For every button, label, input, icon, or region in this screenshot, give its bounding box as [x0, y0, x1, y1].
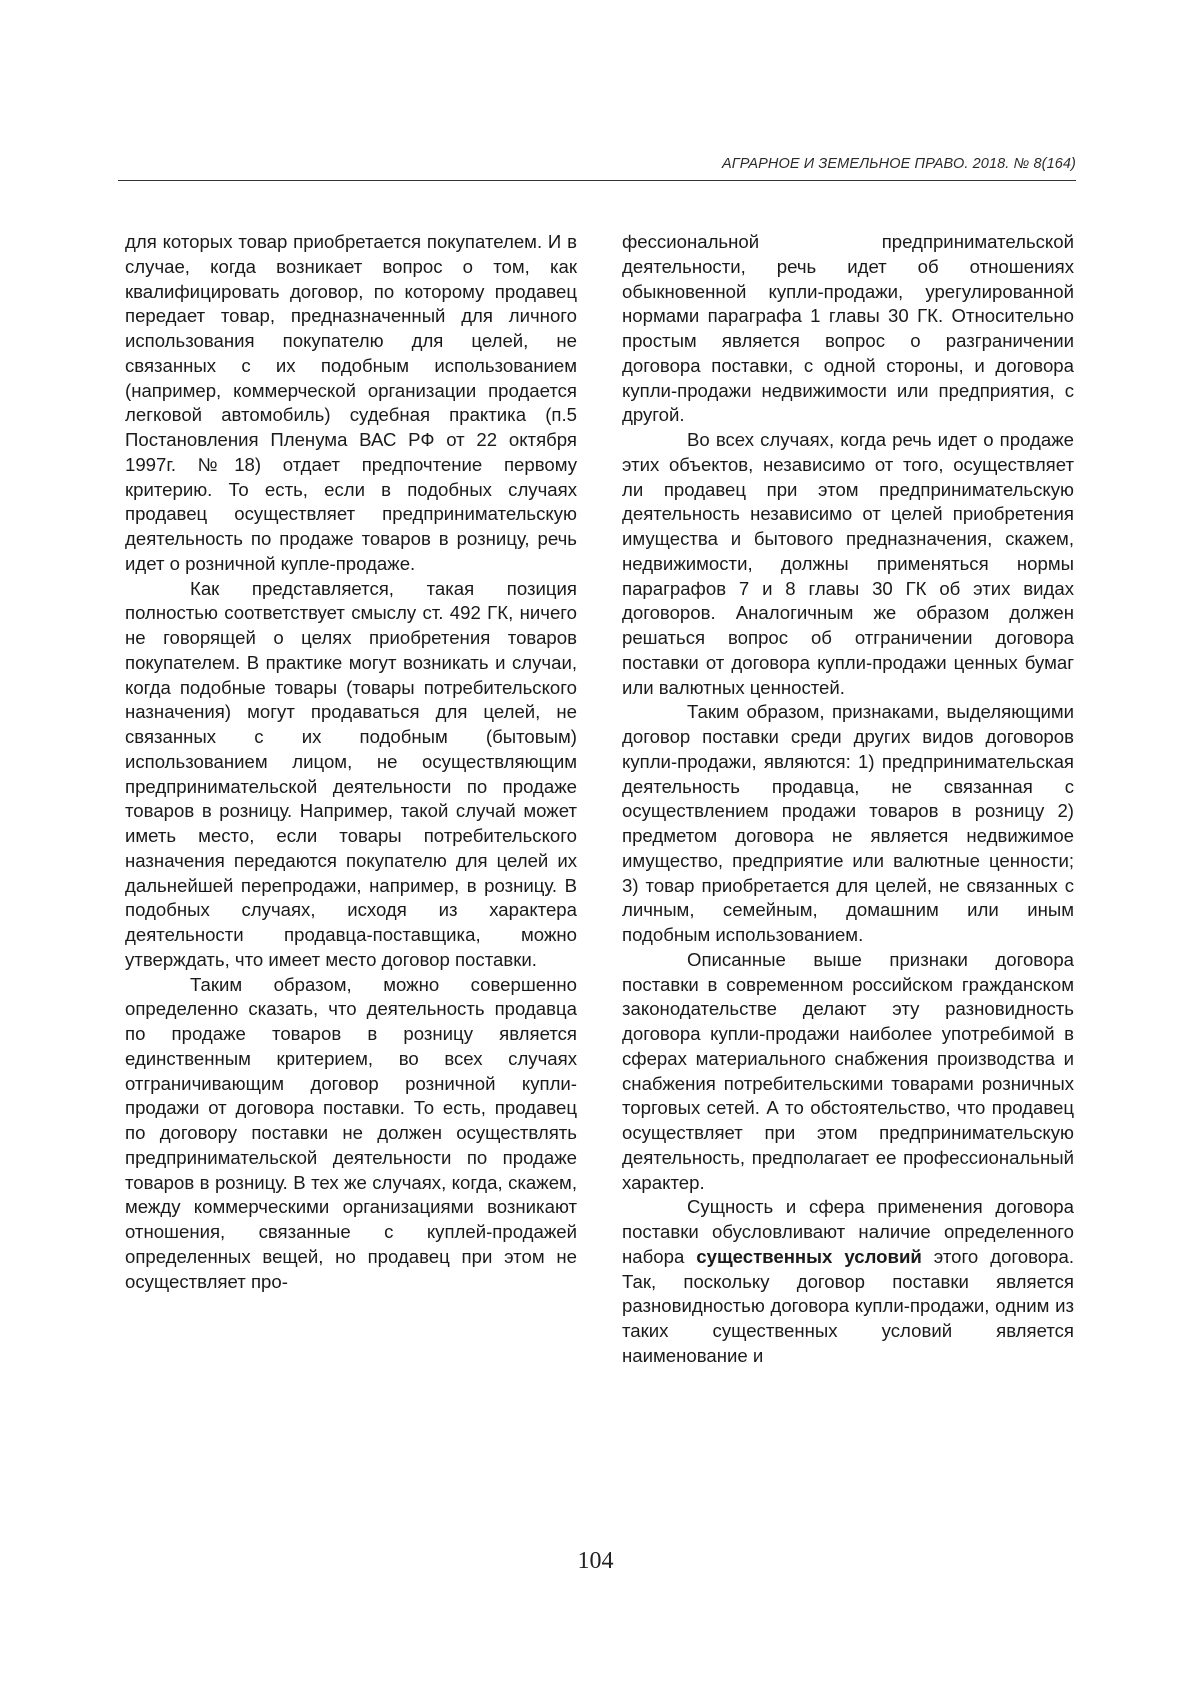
page-number: 104 [577, 1548, 614, 1574]
journal-title: АГРАРНОЕ И ЗЕМЕЛЬНОЕ ПРАВО. 2018. № 8(164) [721, 156, 1076, 172]
left-column [125, 230, 577, 1294]
paragraph-text: этого договора. Так, поскольку договор поставки является разновидностью договора купли-продажи, одним из таких существенных условий является наименование и [622, 1245, 1074, 1366]
paragraph: Во всех случаях, когда речь идет о продаже этих объектов, независимо от того, осуществляет ли продавец при этом предпринимательскую деятельность независимо от целей приобретения имущества и бытового предназначения, скажем, недвижимости, должны применяться нормы параграфов 7 и 8 главы 30 ГК об этих видах договоров. Аналогичным же образом должен решаться вопрос об отграничении договора поставки от договора купли-продажи ценных бумаг или валютных ценностей. [622, 429, 1074, 698]
paragraph-text: Сущность и сфера применения договора поставки обусловливают наличие определенного набора [622, 1196, 1074, 1267]
paragraph: для которых товар приобретается покупателем. И в случае, когда возникает вопрос о том, как квалифицировать договор, по которому продавец передает товар, предназначенный для личного использования покупателю для целей, не связанных с их подобным использованием (например, коммерческой организации продается легковой автомобиль) судебная практика (п.5 Постановления Пленума ВАС РФ от 22 октября 1997г. №18) отдает предпочтение первому критерию. То есть, если в подобных случаях продавец осуществляет предпринимательскую деятельность по продаже товаров в розницу, речь идет о розничной купле-продаже. [125, 231, 577, 574]
bold-term: существенных условий [696, 1245, 922, 1267]
running-header [118, 156, 1076, 182]
paragraph: Таким образом, можно совершенно определенно сказать, что деятельность продавца по продаже товаров в розницу является единственным критерием, во всех случаях отграничивающим договор розничной купли-продажи от договора поставки. То есть, продавец по договору поставки не должен осуществлять предпринимательской деятельности по продаже товаров в розницу. В тех же случаях, когда, скажем, между коммерческими организациями возникают отношения, связанные с куплей-продажей определенных вещей, но продавец при этом не осуществляет про- [125, 973, 577, 1292]
right-column [622, 230, 1074, 1369]
paragraph: фессиональной предпринимательской деятельности, речь идет об отношениях обыкновенной купли-продажи, урегулированной нормами параграфа 1 главы 30 ГК. Относительно простым является вопрос о разграничении договора поставки, с одной стороны, и договора купли-продажи недвижимости или предприятия, с другой. [622, 231, 1074, 426]
paragraph: Как представляется, такая позиция полностью соответствует смыслу ст. 492 ГК, ничего не говорящей о целях приобретения товаров покупателем. В практике могут возникать и случаи, когда подобные товары (товары потребительского назначения) могут продаваться для целей, не связанных с их подобным (бытовым) использованием лицом, не осуществляющим предпринимательской деятельности по продаже товаров в розницу. Например, такой случай может иметь место, если товары потребительского назначения передаются покупателю для целей их дальнейшей перепродажи, например, в розницу. В подобных случаях, исходя из характера деятельности продавца-поставщика, можно утверждать, что имеет место договор поставки. [125, 577, 577, 970]
paragraph: Описанные выше признаки договора поставки в современном российском гражданском законодательстве делают эту разновидность договора купли-продажи наиболее употребимой в сферах материального снабжения производства и снабжения потребительскими товарами розничных торговых сетей. А то обстоятельство, что продавец осуществляет при этом предпринимательскую деятельность, предполагает ее профессиональный характер. [622, 948, 1074, 1193]
header-rule [118, 180, 1076, 181]
paragraph: Таким образом, признаками, выделяющими договор поставки среди других видов договоров купли-продажи, являются: 1) предпринимательская деятельность продавца, не связанная с осуществлением продажи товаров в розницу 2) предметом договора не является недвижимое имущество, предприятие или валютные ценности; 3) товар приобретается для целей, не связанных с личным, семейным, домашним или иным подобным использованием. [622, 701, 1074, 945]
paragraph [622, 1195, 1074, 1368]
